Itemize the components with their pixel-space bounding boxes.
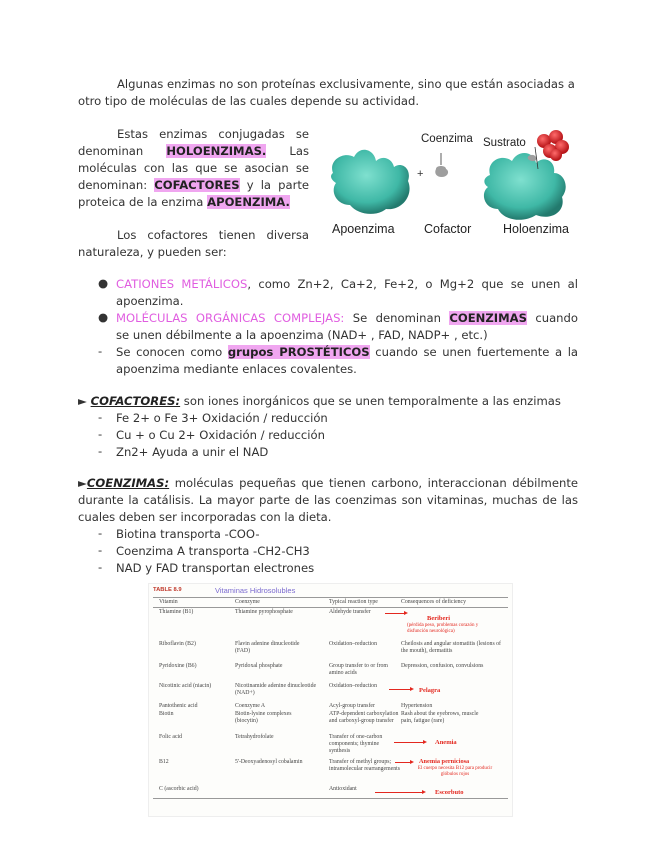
apoenzima-shape bbox=[331, 150, 410, 214]
coenzima-dash-1: - bbox=[98, 526, 103, 540]
note-escorbuto: Escorbuto bbox=[435, 789, 464, 796]
note-beriberi-sub: (pérdida peso, problemas corazón y disfunción neurológica) bbox=[407, 623, 479, 634]
bullet-dot-2: ● bbox=[98, 310, 109, 324]
row-7-reaction: Transfer of one-carbon components; thymine synthesis bbox=[329, 734, 383, 754]
prosteticos-word-cuando: cuando se unen fuertemente a la bbox=[375, 345, 579, 359]
cofactor-item-1: Fe 2+ o Fe 3+ Oxidación / reducción bbox=[116, 411, 328, 425]
holoenzimas-highlight: HOLOENZIMAS. bbox=[166, 144, 267, 158]
row-8-coenzyme: 5'-Deoxyadenosyl cobalamin bbox=[235, 759, 303, 765]
apoenzima-highlight: APOENZIMA. bbox=[207, 195, 290, 209]
cationes-line-1 bbox=[116, 276, 578, 293]
coenzima-dash-2: - bbox=[98, 543, 103, 557]
organicas-title: MOLÉCULAS ORGÁNICAS COMPLEJAS: bbox=[116, 311, 345, 325]
coenzima-dash-3: - bbox=[98, 560, 103, 574]
holo-line-3: moléculas con las que se asocian se bbox=[78, 161, 309, 175]
cofactor-item-3: Zn2+ Ayuda a unir el NAD bbox=[116, 445, 269, 459]
holo-line-2 bbox=[78, 143, 309, 160]
bullet-dash-3: - bbox=[98, 344, 103, 358]
row-2-coenzyme: Flavin adenine dinucleotide (FAD) bbox=[235, 641, 300, 654]
cofactores-title: COFACTORES: bbox=[90, 394, 181, 408]
table-label: TABLE 8.9 bbox=[153, 587, 182, 593]
row-4-coenzyme: Nicotinamide adenine dinucleotide (NAD+) bbox=[235, 683, 317, 696]
row-3-reaction: Group transfer to or from amino acids bbox=[329, 663, 388, 676]
coenzimas-line-1 bbox=[78, 475, 578, 492]
row-7-coenzyme: Tetrahydrofolate bbox=[235, 734, 274, 740]
note-pelagra: Pelagra bbox=[419, 687, 441, 694]
holoenzima-label: Holoenzima bbox=[503, 222, 570, 236]
coenzima-shape bbox=[435, 153, 448, 177]
arrow-beriberi bbox=[385, 613, 405, 614]
note-perniciosa-sub: El cuerpo necesita B12 para producir glóbulos rojos bbox=[417, 766, 493, 777]
coenzimas-line-3: cuales deben ser incorporadas con la dieta. bbox=[78, 510, 332, 524]
cofactores-heading bbox=[78, 393, 561, 410]
header-consequence: Consequences of deficiency bbox=[401, 599, 467, 605]
prosteticos-line-2: apoenzima mediante enlaces covalentes. bbox=[116, 362, 357, 376]
note-beriberi: Beriberi bbox=[427, 615, 451, 622]
apoenzima-label: Apoenzima bbox=[332, 222, 395, 236]
coenzima-item-1: Biotina transporta -COO- bbox=[116, 527, 260, 541]
cationes-line-2: apoenzima. bbox=[116, 294, 184, 308]
holo-word-denominan2: denominan: bbox=[78, 178, 148, 192]
cofactores-highlight: COFACTORES bbox=[154, 178, 240, 192]
row-1-reaction: Aldehyde transfer bbox=[329, 609, 371, 615]
row-7-vitamin: Folic acid bbox=[159, 734, 183, 740]
row-1-coenzyme: Thiamine pyrophosphate bbox=[235, 609, 293, 615]
intro-line-2: otro tipo de moléculas de las cuales depende su actividad. bbox=[78, 94, 420, 108]
coenzima-item-3: NAD y FAD transportan electrones bbox=[116, 561, 315, 575]
arrow-escorbuto bbox=[375, 792, 423, 793]
holo-word-las: Las bbox=[289, 144, 310, 158]
cofactor-dash-2: - bbox=[98, 427, 103, 441]
prosteticos-highlight: grupos PROSTÉTICOS bbox=[227, 345, 370, 359]
sustrato-label: Sustrato bbox=[483, 137, 526, 149]
row-5-coenzyme: Coenzyme A bbox=[235, 703, 266, 709]
organicas-line-2: se unen débilmente a la apoenzima (NAD+ , FAD, NADP+ , etc.) bbox=[116, 328, 488, 342]
holo-word-parte: y la parte bbox=[246, 178, 310, 192]
table-bottom-rule bbox=[153, 798, 508, 799]
row-3-consequence: Depression, confusion, convulsions bbox=[401, 663, 484, 669]
table-title: Vitaminas Hidrosolubles bbox=[215, 586, 296, 595]
holo-line-6: Los cofactores tienen diversa bbox=[117, 228, 309, 242]
note-perniciosa: Anemia perniciosa bbox=[419, 758, 470, 765]
cofactor-dash-3: - bbox=[98, 444, 103, 458]
organicas-word-cuando: cuando bbox=[535, 311, 578, 325]
note-anemia: Anemia bbox=[435, 739, 457, 746]
row-6-coenzyme: Biotin-lysine complexes (biocytin) bbox=[235, 711, 292, 724]
coenzimas-arrow-icon: ► bbox=[78, 476, 87, 490]
cofactor-label: Cofactor bbox=[424, 222, 472, 236]
holo-line-1: Estas enzimas conjugadas se bbox=[117, 127, 309, 141]
coenzimas-line-2: durante la catálisis. La mayor parte de las coenzimas son vitaminas, muchas de las bbox=[78, 493, 578, 507]
header-coenzyme: Coenzyme bbox=[235, 599, 260, 605]
cofactores-arrow-icon: ► bbox=[78, 394, 87, 408]
holo-line-5 bbox=[78, 194, 290, 211]
row-6-consequence: Rash about the eyebrows, muscle pain, fatigue (rare) bbox=[401, 711, 479, 724]
prosteticos-line-1 bbox=[116, 344, 578, 361]
row-3-coenzyme: Pyridoxal phosphate bbox=[235, 663, 283, 669]
cationes-title: CATIONES METÁLICOS bbox=[116, 277, 248, 291]
row-8-reaction: Transfer of methyl groups; intramolecular rearrangements bbox=[329, 759, 400, 772]
coenzimas-text-1: moléculas pequeñas que tienen carbono, interaccionan débilmente bbox=[169, 476, 578, 490]
holo-line-7: naturaleza, y pueden ser: bbox=[78, 245, 227, 259]
plus-sign: + bbox=[417, 168, 424, 180]
arrow-perniciosa bbox=[395, 762, 411, 763]
row-3-vitamin: Pyridoxine (B6) bbox=[159, 663, 197, 669]
holoenzima-shape bbox=[484, 153, 566, 220]
arrow-pelagra bbox=[389, 689, 411, 690]
row-6-reaction: ATP-dependent carboxylation and carboxyl-group transfer bbox=[329, 711, 399, 724]
row-2-consequence: Cheilosis and angular stomatitis (lesions of the mouth), dermatitis bbox=[401, 641, 501, 654]
cofactor-dash-1: - bbox=[98, 410, 103, 424]
row-9-vitamin: C (ascorbic acid) bbox=[159, 786, 199, 792]
table-top-rule bbox=[153, 597, 508, 598]
coenzimas-highlight: COENZIMAS bbox=[449, 311, 527, 325]
header-vitamin: Vitamin bbox=[159, 599, 178, 605]
row-5-reaction: Acyl-group transfer bbox=[329, 703, 375, 709]
row-5-consequence: Hypertension bbox=[401, 703, 433, 709]
holoenzyme-diagram bbox=[330, 125, 585, 245]
row-1-vitamin: Thiamine (B1) bbox=[159, 609, 194, 615]
header-reaction: Typical reaction type bbox=[329, 599, 378, 605]
vitamins-table bbox=[148, 583, 513, 817]
row-4-reaction: Oxidation–reduction bbox=[329, 683, 377, 689]
arrow-anemia bbox=[394, 742, 424, 743]
bullet-dot-1: ● bbox=[98, 276, 109, 290]
cofactores-text: son iones inorgánicos que se unen temporalmente a las enzimas bbox=[180, 394, 561, 408]
coenzimas-title: COENZIMAS: bbox=[86, 476, 170, 490]
coenzima-label: Coenzima bbox=[421, 133, 473, 145]
row-6-vitamin: Biotin bbox=[159, 711, 174, 717]
row-8-vitamin: B12 bbox=[159, 759, 169, 765]
organicas-word-denominan: Se denominan bbox=[352, 311, 441, 325]
row-2-reaction: Oxidation–reduction bbox=[329, 641, 377, 647]
coenzima-item-2: Coenzima A transporta -CH2-CH3 bbox=[116, 544, 310, 558]
row-9-reaction: Antioxidant bbox=[329, 786, 357, 792]
cationes-text: , como Zn+2, Ca+2, Fe+2, o Mg+2 que se unen al bbox=[247, 277, 578, 291]
prosteticos-word-conocen: Se conocen como bbox=[116, 345, 223, 359]
row-5-vitamin: Pantothenic acid bbox=[159, 703, 198, 709]
row-2-vitamin: Riboflavin (B2) bbox=[159, 641, 196, 647]
organicas-line-1 bbox=[116, 310, 578, 327]
holo-word-denominan: denominan bbox=[78, 144, 144, 158]
holo-word-proteica: proteica de la enzima bbox=[78, 195, 204, 209]
holo-line-4 bbox=[78, 177, 309, 194]
row-4-vitamin: Nicotinic acid (niacin) bbox=[159, 683, 212, 689]
table-header-rule bbox=[153, 607, 508, 608]
cofactor-item-2: Cu + o Cu 2+ Oxidación / reducción bbox=[116, 428, 325, 442]
intro-line-1: Algunas enzimas no son proteínas exclusivamente, sino que están asociadas a bbox=[117, 77, 575, 91]
